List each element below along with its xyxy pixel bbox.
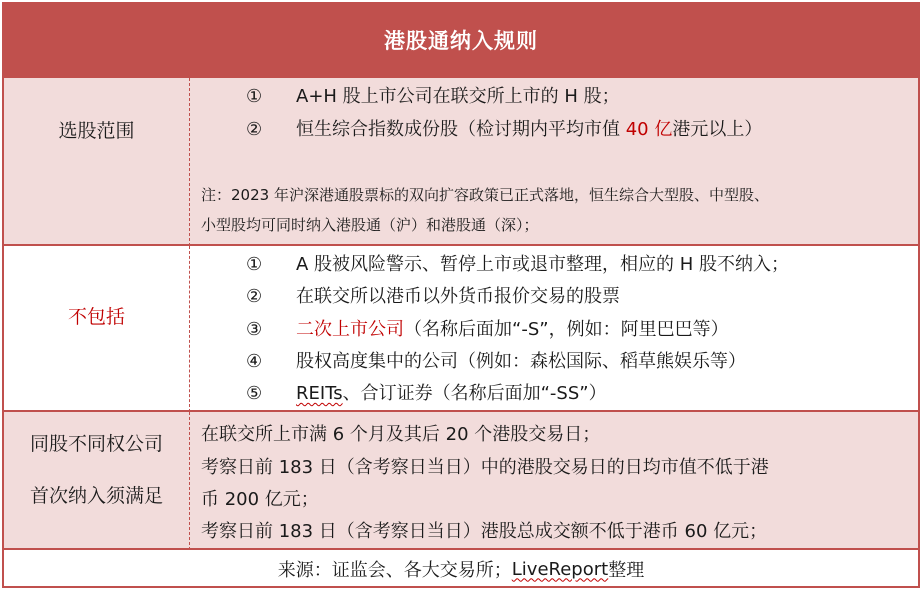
exclusion-item-1: ① A 股被风险警示、暂停上市或退市整理，相应的 H 股不纳入； [246, 254, 790, 275]
selection-item-2: ② 恒生综合指数成份股（检讨期内平均市值 40 亿港元以上） [246, 119, 763, 140]
dual-class-condition-3: 考察日前 183 日（含考察日当日）港股总成交额不低于港币 60 亿元； [201, 521, 768, 542]
exclusions-label: 不包括 [67, 306, 125, 328]
selection-note-line-1: 注：2023 年沪深港通股票标的双向扩容政策已正式落地，恒生综合大型股、中型股、 [201, 186, 769, 204]
table-right-border [918, 78, 920, 588]
market-cap-threshold: 40 亿 [625, 119, 673, 140]
dual-class-condition-2-cont: 币 200 亿元； [201, 489, 319, 510]
dual-class-condition-2: 考察日前 183 日（含考察日当日）中的港股交易日的日均市值不低于港 [201, 457, 769, 478]
column-divider [189, 78, 190, 246]
column-divider [189, 246, 190, 412]
dual-class-label-line-1: 同股不同权公司 [29, 433, 163, 455]
secondary-listing-highlight: 二次上市公司 [296, 319, 404, 340]
table-title: 港股通纳入规则 [2, 2, 920, 80]
exclusion-item-4: ④ 股权高度集中的公司（例如：森松国际、稻草熊娱乐等） [246, 351, 746, 372]
selection-item-1: ① A+H 股上市公司在联交所上市的 H 股； [246, 86, 620, 107]
column-divider [189, 412, 190, 550]
dual-class-label-line-2: 首次纳入须满足 [29, 485, 163, 507]
dual-class-condition-1: 在联交所上市满 6 个月及其后 20 个港股交易日； [201, 424, 601, 445]
selection-note-line-2: 小型股均可同时纳入港股通（沪）和港股通（深）； [201, 216, 539, 234]
selection-scope-label: 选股范围 [58, 120, 135, 142]
exclusion-item-5: ⑤ REITs、合订证券（名称后面加“-SS”） [246, 383, 607, 404]
table-left-border [2, 78, 4, 588]
exclusion-item-2: ② 在联交所以港币以外货币报价交易的股票 [246, 286, 620, 307]
source-note: 来源：证监会、各大交易所； LiveReport 整理 [277, 558, 645, 581]
rules-table [2, 2, 920, 588]
exclusion-item-3: ③ 二次上市公司（名称后面加“-S”，例如：阿里巴巴等） [246, 319, 729, 340]
